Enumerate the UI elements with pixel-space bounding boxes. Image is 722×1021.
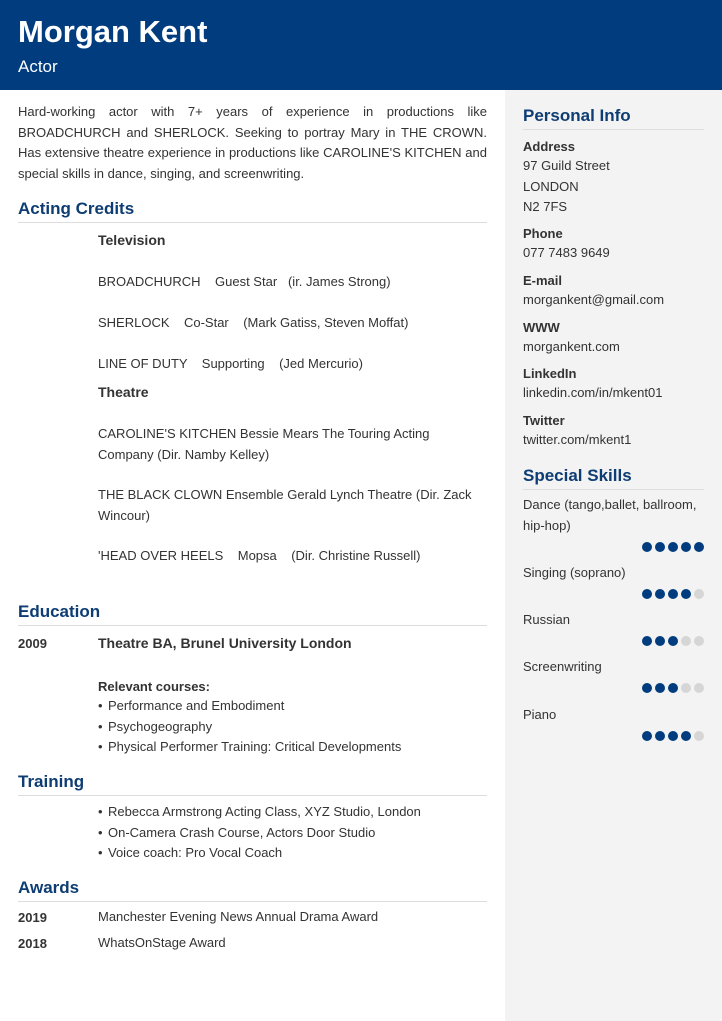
skill-name: Singing (soprano) <box>523 565 626 580</box>
rating-dot-filled <box>655 636 665 646</box>
training-item: • Rebecca Armstrong Acting Class, XYZ Studio, London <box>98 802 421 823</box>
tv-label: Television <box>98 232 166 248</box>
section-personal-info: Personal Info <box>523 106 704 130</box>
phone-value: 077 7483 9649 <box>523 245 610 260</box>
rating-dot-filled <box>655 683 665 693</box>
section-training: Training <box>18 772 487 796</box>
rating-dot-filled <box>668 683 678 693</box>
address-line: LONDON <box>523 179 579 194</box>
twitter-link[interactable]: twitter.com/mkent1 <box>523 432 632 447</box>
training-item: • Voice coach: Pro Vocal Coach <box>98 843 421 864</box>
course-item: • Performance and Embodiment <box>98 696 401 717</box>
candidate-title: Actor <box>18 57 58 76</box>
candidate-name: Morgan Kent <box>18 14 208 49</box>
rating-dot-filled <box>655 589 665 599</box>
linkedin-label: LinkedIn <box>523 366 577 381</box>
resume-header <box>0 0 722 90</box>
skill-name: Dance (tango,ballet, ballroom, hip-hop) <box>523 497 697 533</box>
phone-label: Phone <box>523 226 563 241</box>
rating-dot-filled <box>668 731 678 741</box>
course-item: • Psychogeography <box>98 717 401 738</box>
section-awards: Awards <box>18 878 487 902</box>
award-name: WhatsOnStage Award <box>98 935 226 950</box>
rating-dot-empty <box>681 683 691 693</box>
credit-item: BROADCHURCH Guest Star (ir. James Strong) <box>98 274 391 289</box>
rating-dot-filled <box>694 542 704 552</box>
rating-dot-filled <box>668 542 678 552</box>
www-link[interactable]: morgankent.com <box>523 339 620 354</box>
rating-dot-filled <box>655 542 665 552</box>
rating-dot-empty <box>681 636 691 646</box>
award-year: 2018 <box>18 936 47 951</box>
rating-dot-empty <box>694 683 704 693</box>
rating-dot-filled <box>642 636 652 646</box>
rating-dot-filled <box>681 731 691 741</box>
skill-name: Screenwriting <box>523 659 602 674</box>
skill-rating <box>642 731 704 741</box>
award-name: Manchester Evening News Annual Drama Award <box>98 909 379 924</box>
rating-dot-filled <box>681 542 691 552</box>
credit-item: THE BLACK CLOWN Ensemble Gerald Lynch Theatre (Dir. Zack Wincour) <box>98 487 472 523</box>
rating-dot-filled <box>668 636 678 646</box>
training-list <box>88 802 421 864</box>
courses-label: Relevant courses: <box>98 679 210 694</box>
education-degree: Theatre BA, Brunel University London <box>98 635 352 651</box>
theatre-label: Theatre <box>98 384 149 400</box>
twitter-label: Twitter <box>523 413 565 428</box>
rating-dot-filled <box>668 589 678 599</box>
education-year: 2009 <box>18 636 47 651</box>
rating-dot-empty <box>694 731 704 741</box>
credit-item: LINE OF DUTY Supporting (Jed Mercurio) <box>98 356 363 371</box>
www-label: WWW <box>523 320 560 335</box>
course-item: • Physical Performer Training: Critical Developments <box>98 737 401 758</box>
skill-name: Piano <box>523 707 557 722</box>
address-line: N2 7FS <box>523 199 568 214</box>
rating-dot-empty <box>694 636 704 646</box>
courses-list <box>88 696 401 758</box>
address-label: Address <box>523 139 576 154</box>
summary: Hard-working actor with 7+ years of experience in productions like BROADCHURCH and SHERLOCK. Seeking to portray Mary in THE CROWN. Has extensive theatre experience in productions like CAROLINE'S KITCHEN and special skills in dance, singing, and screenwriting. <box>18 104 487 181</box>
rating-dot-filled <box>642 683 652 693</box>
email-value[interactable]: morgankent@gmail.com <box>523 292 665 307</box>
address-line: 97 Guild Street <box>523 158 610 173</box>
linkedin-link[interactable]: linkedin.com/in/mkent01 <box>523 385 663 400</box>
email-label: E-mail <box>523 273 563 288</box>
skill-rating <box>642 589 704 599</box>
training-item: • On-Camera Crash Course, Actors Door Studio <box>98 823 421 844</box>
section-education: Education <box>18 602 487 626</box>
rating-dot-filled <box>642 731 652 741</box>
skill-rating <box>642 683 704 693</box>
section-special-skills: Special Skills <box>523 466 704 490</box>
rating-dot-filled <box>642 542 652 552</box>
rating-dot-empty <box>694 589 704 599</box>
section-acting-credits: Acting Credits <box>18 199 487 223</box>
skill-rating <box>642 636 704 646</box>
credit-item: SHERLOCK Co-Star (Mark Gatiss, Steven Moffat) <box>98 315 409 330</box>
award-year: 2019 <box>18 910 47 925</box>
credit-item: CAROLINE'S KITCHEN Bessie Mears The Touring Acting Company (Dir. Namby Kelley) <box>98 426 430 462</box>
rating-dot-filled <box>655 731 665 741</box>
skill-rating <box>642 542 704 552</box>
credit-item: 'HEAD OVER HEELS Mopsa (Dir. Christine Russell) <box>98 548 421 563</box>
skill-name: Russian <box>523 612 570 627</box>
rating-dot-filled <box>642 589 652 599</box>
rating-dot-filled <box>681 589 691 599</box>
